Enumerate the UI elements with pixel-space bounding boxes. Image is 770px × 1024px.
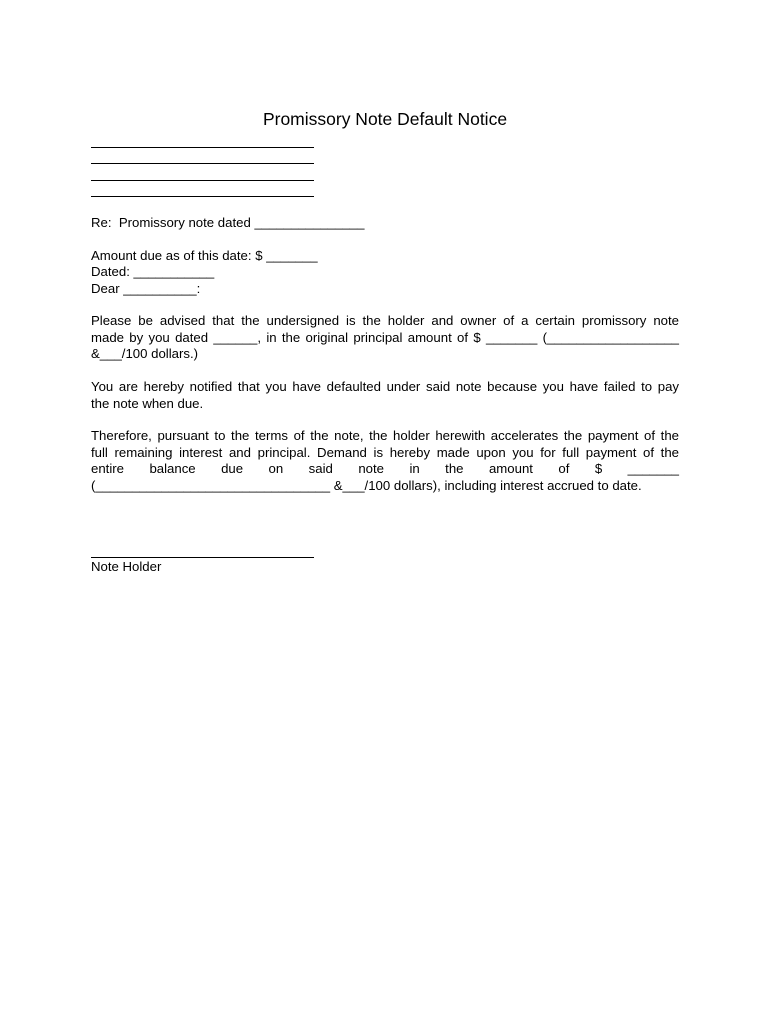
paragraph-line: made by you dated ______, in the original principal amount of $ _______ (__________________ <box>91 329 679 345</box>
paragraph-line: &___/100 dollars.) <box>91 346 199 361</box>
paragraph-advice <box>91 313 679 363</box>
paragraph-default-notification <box>91 379 679 412</box>
paragraph-line: You are hereby notified that you have defaulted under said note because you have failed to pay <box>91 379 679 394</box>
paragraph-line: the note when due. <box>91 395 204 411</box>
paragraph-line: (________________________________ &___/100 dollars), including interest accrued to date. <box>91 477 642 493</box>
paragraph-line: entire balance due on said note in the amount of $ _______ <box>91 461 679 476</box>
address-blank-line-1 <box>91 147 314 148</box>
address-blank-line-4 <box>91 196 314 197</box>
dated-line: Dated: ___________ <box>91 264 215 279</box>
paragraph-acceleration-demand <box>91 428 679 494</box>
address-blank-line-2 <box>91 163 314 164</box>
re-line: Re: Promissory note dated _______________ <box>91 215 365 230</box>
amount-due-line: Amount due as of this date: $ _______ <box>91 248 318 263</box>
paragraph-line: Therefore, pursuant to the terms of the note, the holder herewith accelerates the payment of the <box>91 428 679 443</box>
signature-line <box>91 557 314 558</box>
paragraph-line: full remaining interest and principal. Demand is hereby made upon you for full payment of the <box>91 444 679 460</box>
paragraph-line: Please be advised that the undersigned is the holder and owner of a certain promissory note <box>91 313 679 328</box>
address-blank-line-3 <box>91 180 314 181</box>
salutation-line: Dear __________: <box>91 281 201 296</box>
signature-label: Note Holder <box>91 559 162 574</box>
document-title: Promissory Note Default Notice <box>262 109 508 129</box>
